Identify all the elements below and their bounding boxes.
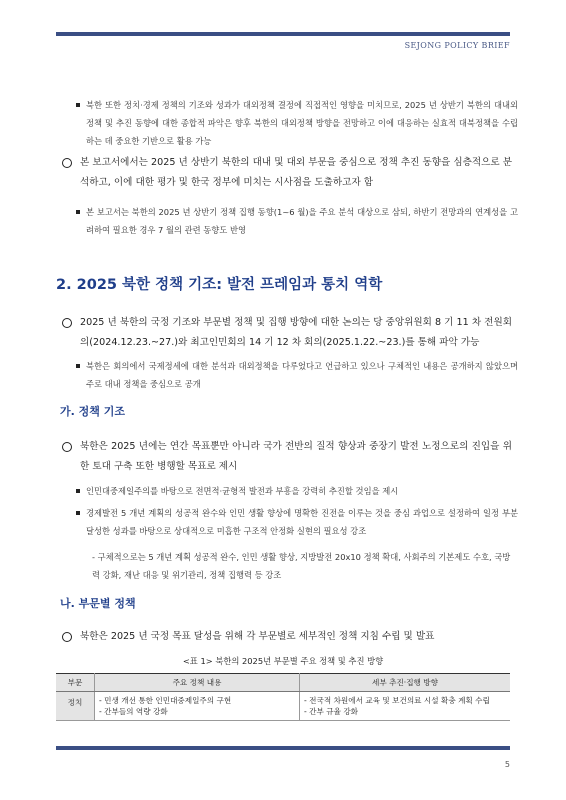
bullet-paragraph: 경제발전 5 개년 계획의 성공적 완수와 인민 생활 향상에 명확한 진전을 이루는 것을 중심 과업으로 설정하여 일정 부분 달성한 성과를 바탕으로 상대적으로 미흡한 구조적 안정화 실현의 필요성 강조 bbox=[86, 504, 518, 540]
policy-table bbox=[56, 673, 510, 721]
column-header-detail: 세부 추진·집행 방향 bbox=[300, 674, 511, 692]
running-header: SEJONG POLICY BRIEF bbox=[404, 41, 510, 50]
circle-paragraph: 북한은 2025 년 국정 목표 달성을 위해 각 부문별로 세부적인 정책 지침 수립 및 발표 bbox=[80, 631, 435, 642]
column-header-main: 주요 정책 내용 bbox=[95, 674, 300, 692]
dash-paragraph: - 구체적으로는 5 개년 계획 성공적 완수, 인민 생활 향상, 지방발전 20x10 정책 확대, 사회주의 기본제도 수호, 국방력 강화, 재난 대응 및 위기관리, 정책 집행력 등 강조 bbox=[92, 552, 511, 580]
bullet-paragraph: 북한은 회의에서 국제정세에 대한 분석과 대외정책을 다루었다고 언급하고 있으나 구체적인 내용은 공개하지 않았으며 주로 대내 정책을 중심으로 공개 bbox=[86, 357, 518, 393]
section-heading: 2. 2025 북한 정책 기조: 발전 프레임과 통치 역학 bbox=[56, 277, 383, 293]
cell-line: - 전국적 차원에서 교육 및 보건의료 시설 확충 계획 수립 bbox=[304, 696, 490, 705]
circle-bullet-icon bbox=[62, 442, 72, 452]
circle-paragraph: 북한은 2025 년에는 연간 목표뿐만 아니라 국가 전반의 질적 향상과 중장기 발전 노정으로의 진입을 위한 토대 구축 또한 병행할 목표로 제시 bbox=[80, 441, 512, 472]
cell-line: - 간부들의 역량 강화 bbox=[99, 707, 168, 716]
page-number: 5 bbox=[504, 760, 510, 769]
circle-bullet-icon bbox=[62, 158, 72, 168]
bullet-paragraph: 본 보고서는 북한의 2025 년 상반기 정책 집행 동향(1~6 월)을 주요 분석 대상으로 삼되, 하반기 전망과의 연계성을 고려하여 필요한 경우 7 월의 관련 동향도 반영 bbox=[86, 203, 518, 239]
circle-paragraph: 2025 년 북한의 국정 기조와 부문별 정책 및 집행 방향에 대한 논의는 당 중앙위원회 8 기 11 차 전원회의(2024.12.23.~27.)와 최고인민회의 14 기 12 차 회의(2025.1.22.~23.)를 통해 파악 가능 bbox=[80, 317, 512, 348]
cell-line: - 민생 개선 통한 인민대중제일주의 구현 bbox=[99, 696, 232, 705]
circle-bullet-icon bbox=[62, 632, 72, 642]
cell-dept: 정치 bbox=[56, 692, 95, 721]
bottom-rule bbox=[56, 746, 510, 750]
table-header-row bbox=[56, 674, 510, 692]
circle-paragraph: 본 보고서에서는 2025 년 상반기 북한의 대내 및 대외 부문을 중심으로 정책 추진 동향을 심층적으로 분석하고, 이에 대한 평가 및 한국 정부에 미치는 시사점을 도출하고자 함 bbox=[80, 157, 512, 188]
table-row bbox=[56, 692, 510, 721]
bullet-paragraph: 북한 또한 정치·경제 정책의 기조와 성과가 대외정책 결정에 직접적인 영향을 미치므로, 2025 년 상반기 북한의 대내외 정책 및 추진 동향에 대한 종합적 파악은 향후 북한의 대외정책 방향을 전망하고 이에 대응하는 실효적 대북정책을 수립하는 데 중요한 기반으로 활용 가능 bbox=[86, 96, 518, 150]
table-caption: <표 1> 북한의 2025년 부문별 주요 정책 및 추진 방향 bbox=[182, 656, 384, 666]
subsection-heading: 가. 정책 기조 bbox=[60, 405, 125, 418]
cell-line: - 간부 규율 강화 bbox=[304, 707, 358, 716]
bullet-paragraph: 인민대중제일주의를 바탕으로 전면적·균형적 발전과 부흥을 강력히 추진할 것임을 제시 bbox=[86, 482, 518, 500]
cell-main bbox=[95, 692, 300, 721]
circle-bullet-icon bbox=[62, 318, 72, 328]
column-header-dept: 부문 bbox=[56, 674, 95, 692]
cell-detail bbox=[300, 692, 511, 721]
top-rule bbox=[56, 32, 510, 36]
subsection-heading: 나. 부문별 정책 bbox=[60, 597, 136, 610]
